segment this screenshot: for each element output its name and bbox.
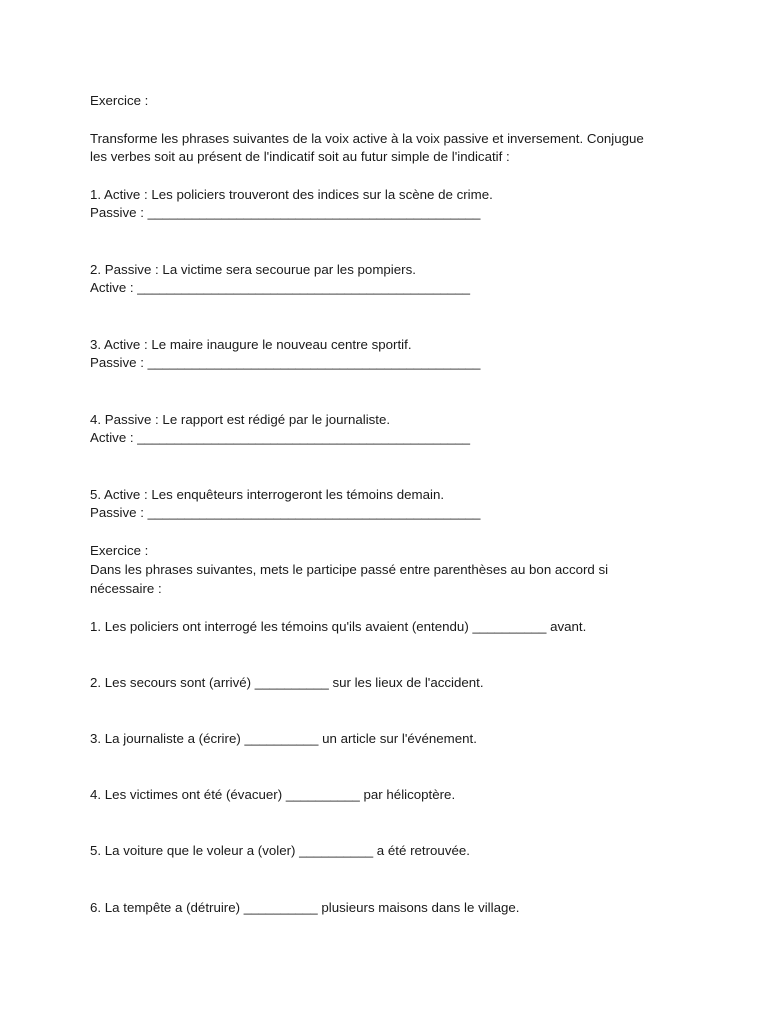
exercise2-item: 4. Les victimes ont été (évacuer) __________ par hélicoptère.	[90, 787, 456, 802]
exercise2-instruction-line: Dans les phrases suivantes, mets le participe passé entre parenthèses au bon accord si	[90, 562, 609, 577]
exercise1-item-prompt: 4. Passive : Le rapport est rédigé par le journaliste.	[90, 412, 391, 427]
exercise1-item-answer-blank: Passive : _____________________________________________	[90, 205, 481, 220]
exercise2-item: 2. Les secours sont (arrivé) __________ sur les lieux de l'accident.	[90, 675, 484, 690]
exercise1-item-prompt: 1. Active : Les policiers trouveront des indices sur la scène de crime.	[90, 187, 493, 202]
exercise2-item: 5. La voiture que le voleur a (voler) __________ a été retrouvée.	[90, 843, 470, 858]
exercise2-item: 3. La journaliste a (écrire) __________ un article sur l'événement.	[90, 731, 477, 746]
exercise2-item: 1. Les policiers ont interrogé les témoins qu'ils avaient (entendu) __________ avant.	[90, 619, 587, 634]
exercise1-item-answer-blank: Passive : _____________________________________________	[90, 505, 481, 520]
exercise1-item-prompt: 2. Passive : La victime sera secourue par les pompiers.	[90, 262, 416, 277]
exercise2-heading: Exercice :	[90, 543, 149, 558]
exercise1-item-prompt: 3. Active : Le maire inaugure le nouveau centre sportif.	[90, 337, 412, 352]
exercise1-item-answer-blank: Passive : _____________________________________________	[90, 355, 481, 370]
exercise2-item: 6. La tempête a (détruire) __________ plusieurs maisons dans le village.	[90, 900, 520, 915]
exercise2-instruction-line: nécessaire :	[90, 581, 162, 596]
exercise1-instruction-line: les verbes soit au présent de l'indicatif soit au futur simple de l'indicatif :	[90, 149, 510, 164]
exercise1-item-prompt: 5. Active : Les enquêteurs interrogeront les témoins demain.	[90, 487, 445, 502]
exercise1-item-answer-blank: Active : _____________________________________________	[90, 280, 471, 295]
exercise1-instruction-line: Transforme les phrases suivantes de la voix active à la voix passive et inversement. Conjugue	[90, 131, 644, 146]
exercise1-heading: Exercice :	[90, 93, 149, 108]
exercise1-item-answer-blank: Active : _____________________________________________	[90, 430, 471, 445]
